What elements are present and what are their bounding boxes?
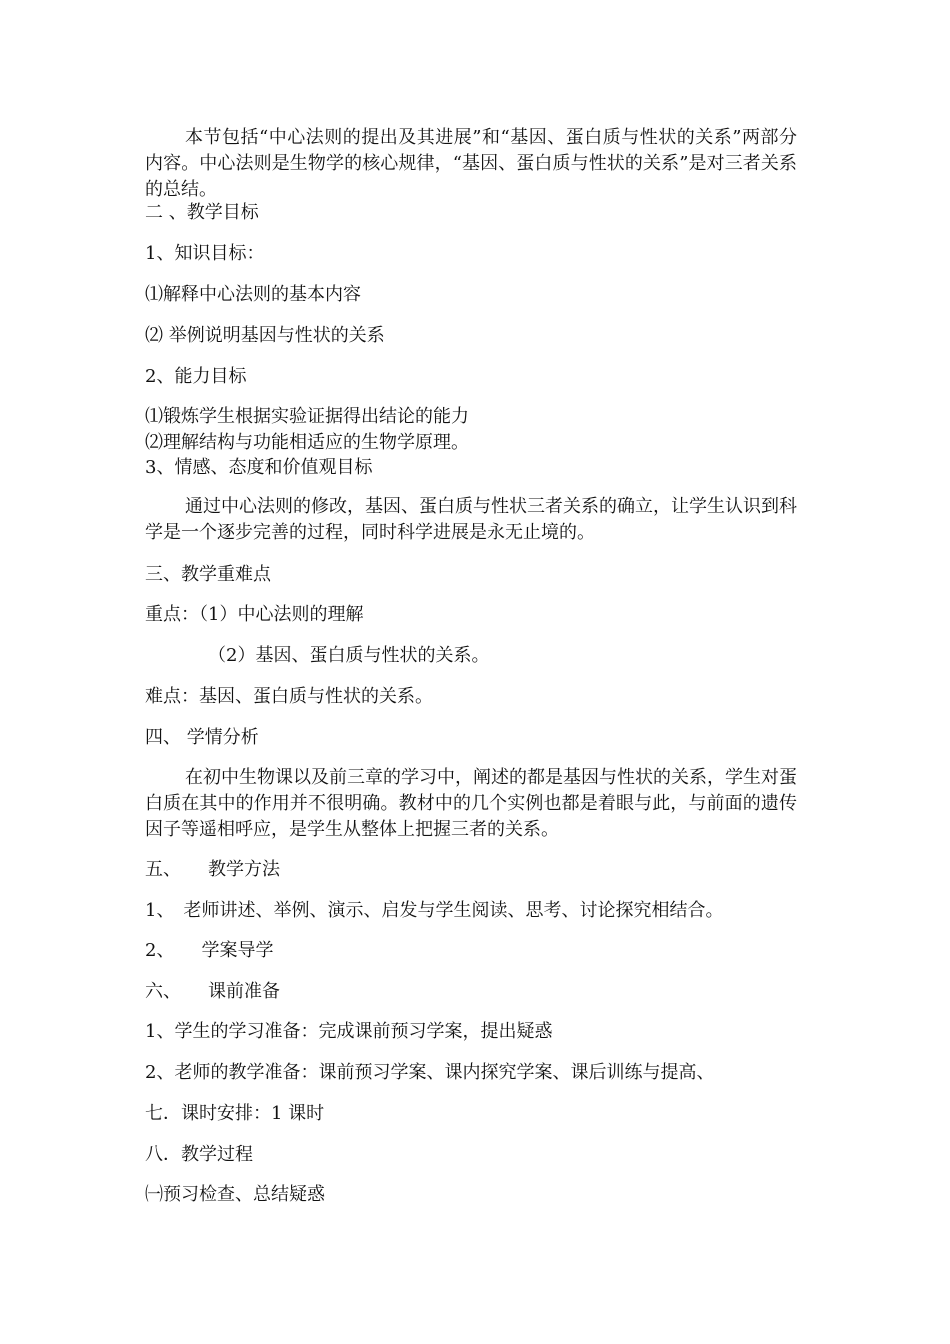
section-2-heading: 二 、教学目标 bbox=[145, 202, 259, 223]
preparation-2: 2、老师的教学准备：课前预习学案、课内探究学案、课后训练与提高、 bbox=[145, 1062, 715, 1083]
ability-goal-1: ⑴锻炼学生根据实验证据得出结论的能力 bbox=[145, 406, 469, 427]
teaching-method-1: 1、 老师讲述、举例、演示、启发与学生阅读、思考、讨论探究相结合。 bbox=[145, 900, 724, 921]
preparation-1: 1、学生的学习准备：完成课前预习学案，提出疑惑 bbox=[145, 1021, 553, 1042]
difficult-point: 难点：基因、蛋白质与性状的关系。 bbox=[145, 686, 433, 707]
key-point-1: 重点：（1）中心法则的理解 bbox=[145, 604, 364, 625]
intro-paragraph: 本节包括“中心法则的提出及其进展”和“基因、蛋白质与性状的关系”两部分内容。中心法则是生物学的核心规律，“基因、蛋白质与性状的关系”是对三者关系的总结。 bbox=[145, 127, 797, 200]
knowledge-goal-2: ⑵ 举例说明基因与性状的关系 bbox=[145, 325, 385, 346]
key-point-2: （2）基因、蛋白质与性状的关系。 bbox=[208, 645, 490, 666]
section-4-heading: 四、 学情分析 bbox=[145, 727, 259, 748]
section-8-heading: 八．教学过程 bbox=[145, 1144, 253, 1165]
learner-analysis-paragraph: 在初中生物课以及前三章的学习中，阐述的都是基因与性状的关系，学生对蛋白质在其中的作用并不很明确。教材中的几个实例也都是着眼与此，与前面的遗传因子等遥相呼应，是学生从整体上把握三者的关系。 bbox=[145, 767, 797, 840]
emotion-goal-title: 3、情感、态度和价值观目标 bbox=[145, 457, 373, 478]
section-3-heading: 三、教学重难点 bbox=[145, 564, 271, 585]
section-7-heading: 七．课时安排：1 课时 bbox=[145, 1103, 325, 1124]
section-6-heading: 六、 课前准备 bbox=[145, 981, 280, 1002]
knowledge-goal-title: 1、知识目标： bbox=[145, 243, 265, 264]
knowledge-goal-1: ⑴解释中心法则的基本内容 bbox=[145, 284, 361, 305]
ability-goal-title: 2、能力目标 bbox=[145, 366, 247, 387]
teaching-method-2: 2、 学案导学 bbox=[145, 940, 274, 961]
ability-goal-2: ⑵理解结构与功能相适应的生物学原理。 bbox=[145, 432, 469, 453]
emotion-goal-paragraph: 通过中心法则的修改，基因、蛋白质与性状三者关系的确立，让学生认识到科学是一个逐步完善的过程，同时科学进展是永无止境的。 bbox=[145, 496, 797, 543]
process-step-1: ㈠预习检查、总结疑惑 bbox=[145, 1184, 325, 1205]
section-5-heading: 五、 教学方法 bbox=[145, 859, 280, 880]
